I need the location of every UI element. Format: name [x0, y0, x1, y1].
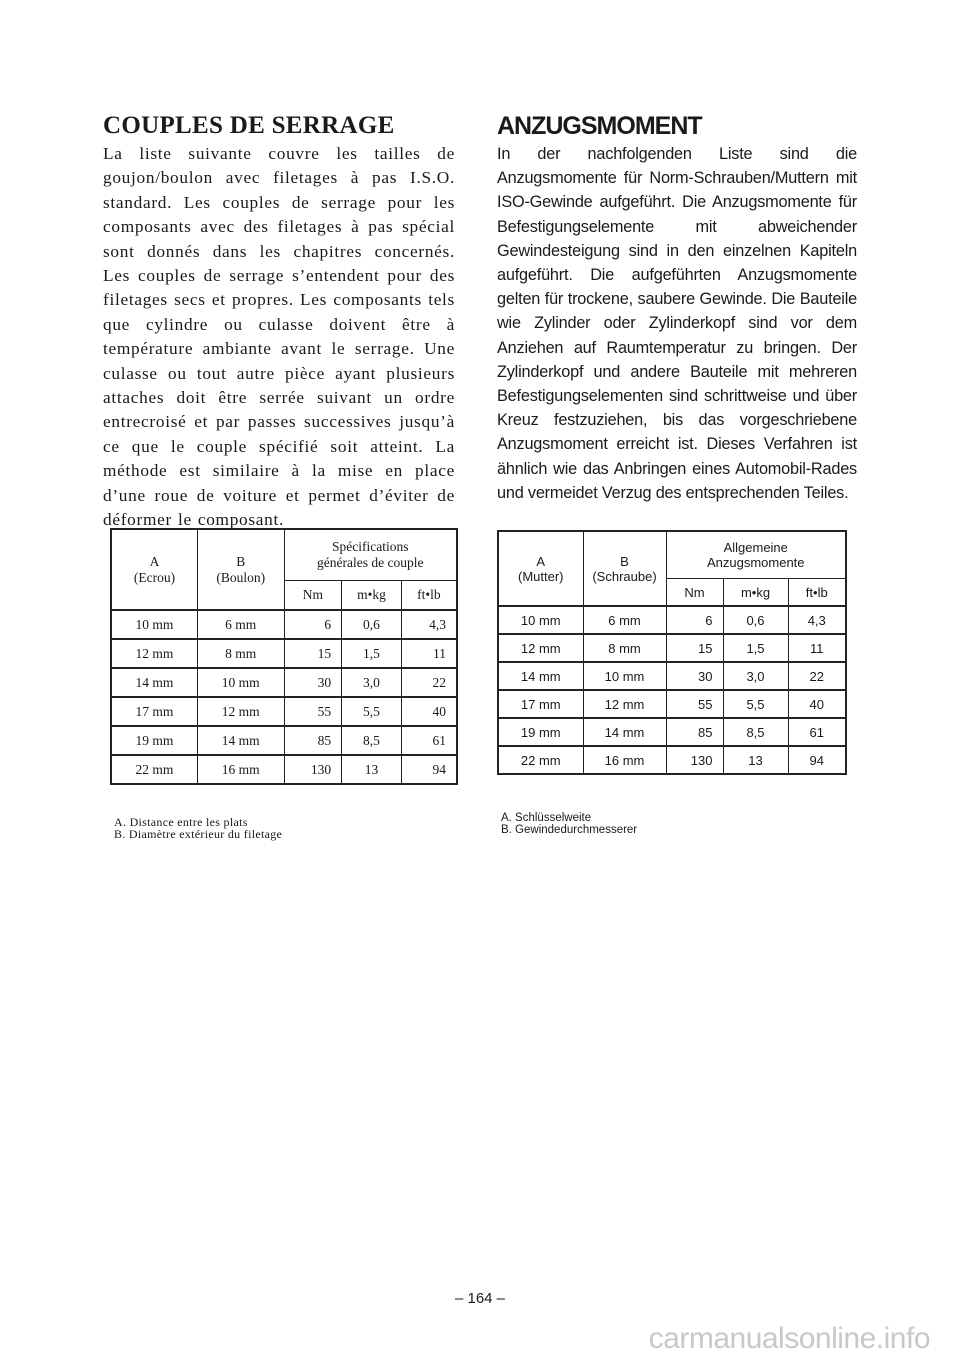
french-footnotes [114, 816, 282, 840]
german-torque-table [497, 530, 847, 775]
spec-header: Allgemeine Anzugsmomente [666, 531, 846, 579]
french-title: COUPLES DE SERRAGE [103, 112, 395, 139]
col-a-header: A (Ecrou) [111, 529, 197, 610]
french-section [103, 112, 455, 533]
table-row: 22 mm 16 mm 130 13 94 [111, 755, 457, 784]
spec-header: Spécifications générales de couple [284, 529, 457, 581]
unit-ftlb-header: ft•lb [788, 579, 846, 607]
german-section [497, 112, 857, 505]
french-body-text: La liste suivante couvre les tailles de goujon/boulon avec filetages à pas I.S.O. standard. Les couples de serrage pour les composants avec des filetages à pas spécial sont donnés dans les chapitres concernés. Les couples de serrage s’entendent pour des filetages secs et propres. Les composants tels que cylindre ou culasse doivent être à température ambiante avant le serrage. Une culasse ou tout autre pièce ayant plusieurs attaches doit être serrée suivant un ordre entrecroisé et par passes successives jusqu’à ce que le couple spécifié soit atteint. La méthode est similaire à la mise en place d’une roue de voiture et permet d’éviter de déformer le composant. [103, 144, 455, 530]
unit-nm-header: Nm [284, 581, 342, 611]
german-footnotes [501, 812, 637, 836]
table-row: 19 mm 14 mm 85 8,5 61 [498, 718, 846, 746]
table-row: 14 mm 10 mm 30 3,0 22 [111, 668, 457, 697]
page-number: – 164 – [454, 1290, 506, 1307]
german-body-text: In der nachfolgenden Liste sind die Anzugsmomente für Norm-Schrauben/Muttern mit ISO-Gewinde aufgeführt. Die Anzugsmomente für Befestigungselemente mit abweichender Gewindesteigung sind in den einzelnen Kapiteln aufgeführt. Die aufgeführten Anzugsmomente gelten für trockene, saubere Gewinde. Die Bauteile wie Zylinder oder Zylinderkopf sind vor dem Anziehen auf Raumtemperatur zu bringen. Der Zylinderkopf und andere Bauteile mit mehreren Befestigungselementen sind schrittweise und über Kreuz festzuziehen, bis das vorgeschriebene Anzugsmoment erreicht ist. Dieses Verfahren ist ähnlich wie das Anbringen eines Automobil-Rades und vermeidet Verzug des entsprechenden Teiles. [497, 145, 857, 502]
table-row: 19 mm 14 mm 85 8,5 61 [111, 726, 457, 755]
unit-mkg-header: m•kg [342, 581, 402, 611]
table-row: 22 mm 16 mm 130 13 94 [498, 746, 846, 774]
table-row: 14 mm 10 mm 30 3,0 22 [498, 662, 846, 690]
table-row: 10 mm 6 mm 6 0,6 4,3 [111, 610, 457, 639]
table-row: 17 mm 12 mm 55 5,5 40 [498, 690, 846, 718]
col-a-header: A (Mutter) [498, 531, 583, 606]
french-torque-table [110, 528, 458, 785]
footnote-a: A. Schlüsselweite [501, 812, 592, 824]
unit-mkg-header: m•kg [723, 579, 788, 607]
footnote-b: B. Diamètre extérieur du filetage [114, 827, 283, 841]
table-row: 12 mm 8 mm 15 1,5 11 [498, 634, 846, 662]
footnote-a: A. Distance entre les plats [114, 815, 248, 829]
col-b-header: B (Schraube) [583, 531, 666, 606]
footnote-b: B. Gewindedurchmesserer [501, 824, 638, 836]
col-b-header: B (Boulon) [197, 529, 284, 610]
german-title: ANZUGSMOMENT [497, 112, 702, 140]
unit-ftlb-header: ft•lb [401, 581, 457, 611]
table-row: 12 mm 8 mm 15 1,5 11 [111, 639, 457, 668]
table-row: 10 mm 6 mm 6 0,6 4,3 [498, 606, 846, 634]
table-row: 17 mm 12 mm 55 5,5 40 [111, 697, 457, 726]
unit-nm-header: Nm [666, 579, 723, 607]
watermark: carmanualsonline.info [648, 1322, 930, 1355]
